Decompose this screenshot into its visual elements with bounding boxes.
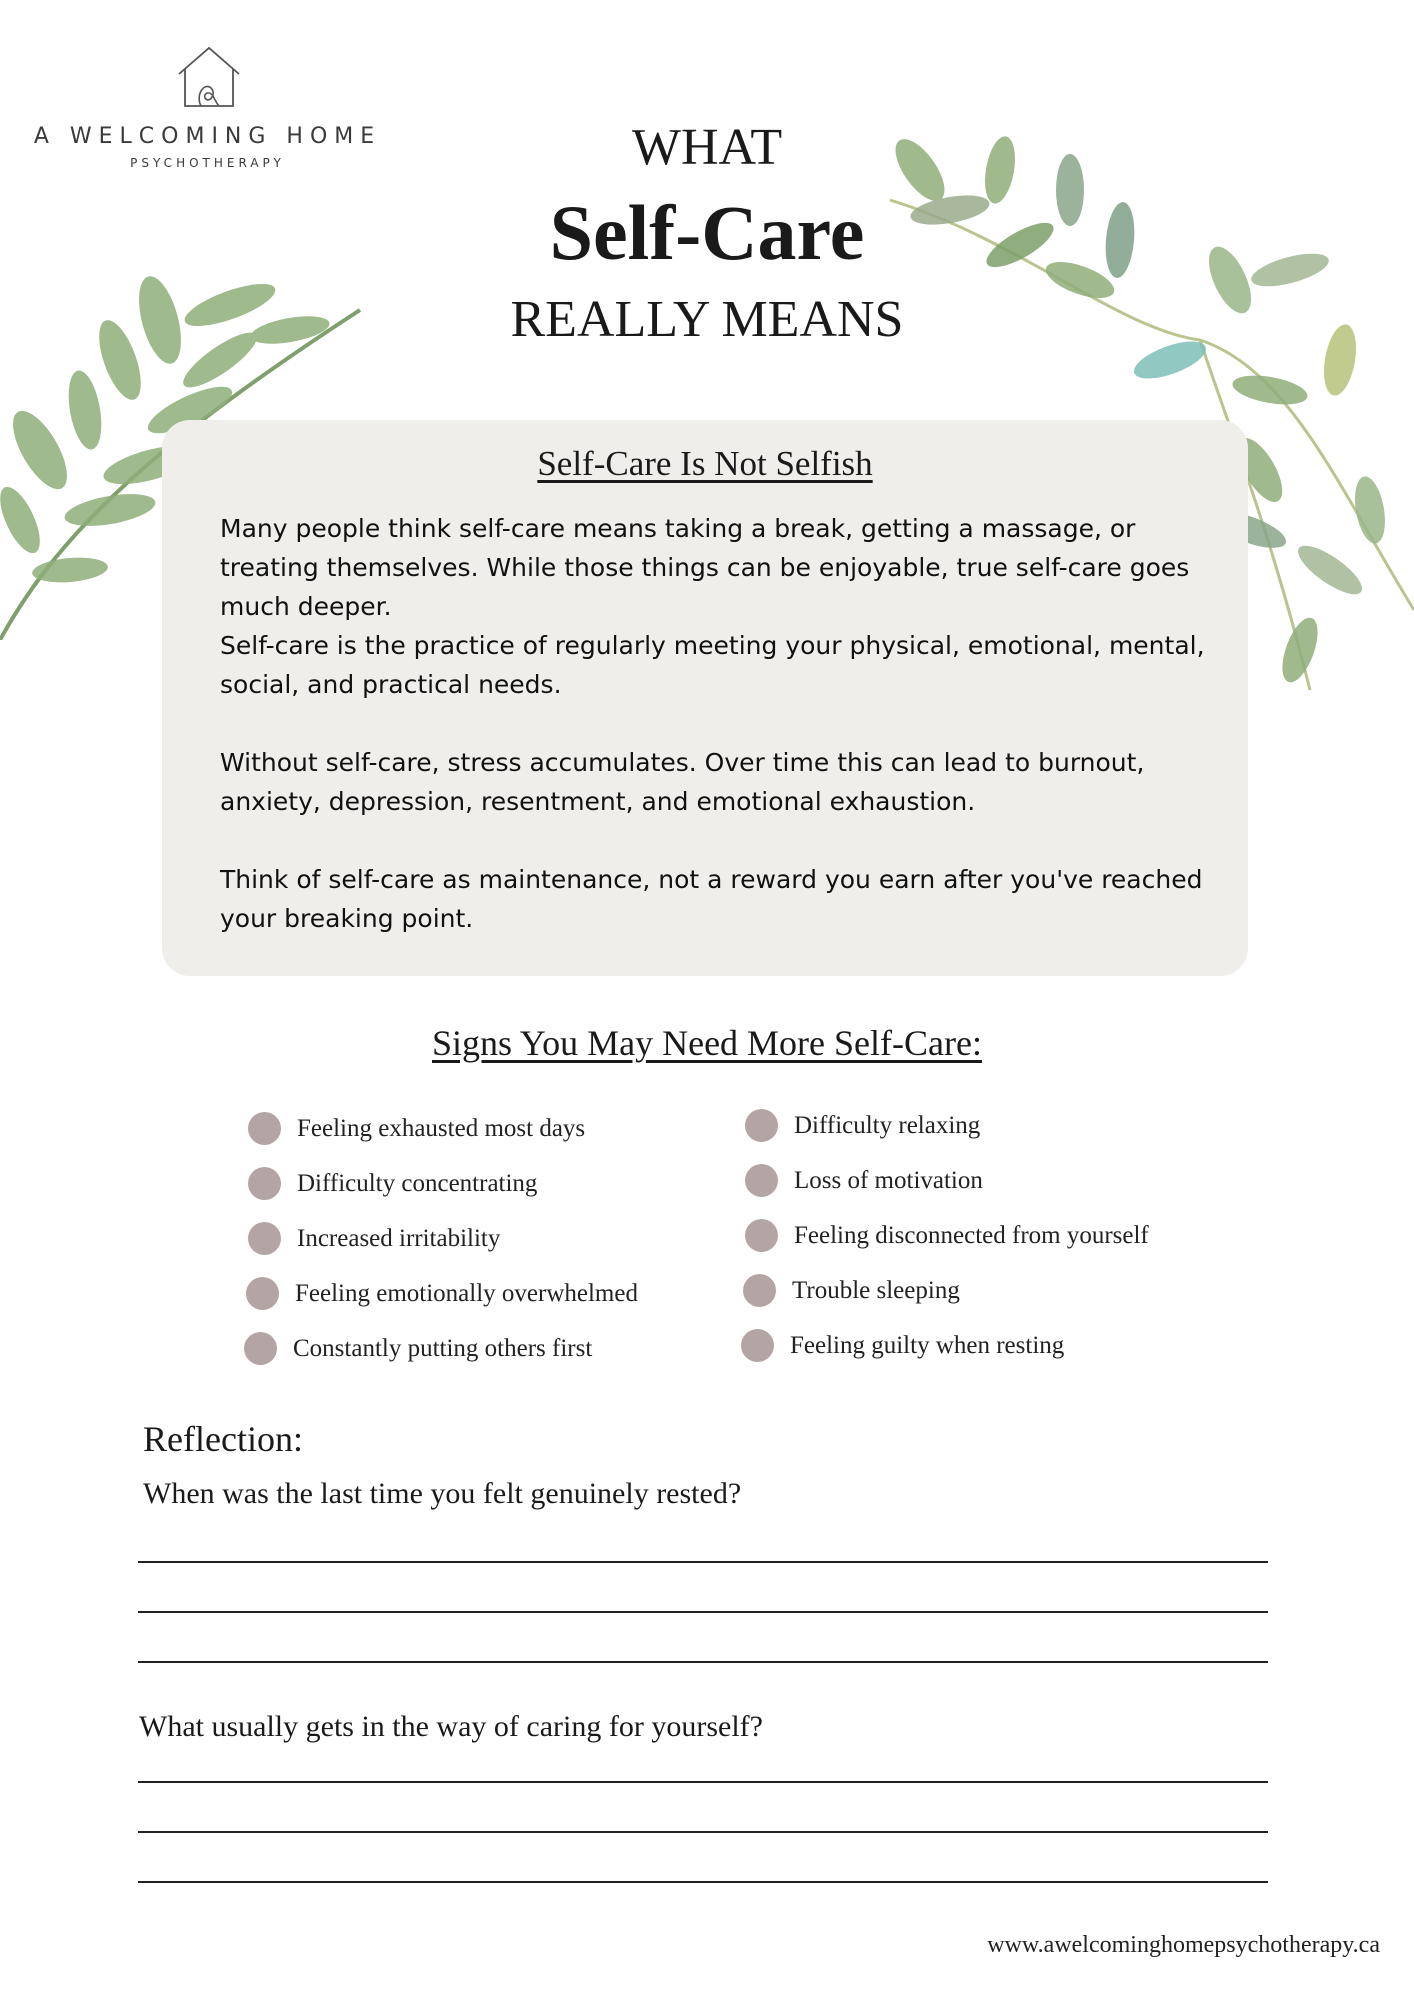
answer-line[interactable] xyxy=(138,1611,1268,1613)
bullet-dot xyxy=(246,1277,279,1310)
reflection-question-1: When was the last time you felt genuinely rested? xyxy=(143,1477,742,1510)
bullet-dot xyxy=(743,1274,776,1307)
title-really-means: REALLY MEANS xyxy=(510,291,904,348)
answer-line[interactable] xyxy=(138,1561,1268,1563)
reflection-question-2: What usually gets in the way of caring for yourself? xyxy=(139,1710,763,1743)
bullet-dot xyxy=(745,1219,778,1252)
intro-paragraph-3: Without self-care, stress accumulates. Over time this can lead to burnout, anxiety, depression, resentment, and emotional exhaustion. xyxy=(220,748,1145,816)
answer-line[interactable] xyxy=(138,1661,1268,1663)
sign-item: Loss of motivation xyxy=(745,1164,983,1197)
bullet-dot xyxy=(745,1164,778,1197)
bullet-dot xyxy=(248,1167,281,1200)
reflection-title: Reflection: xyxy=(143,1419,303,1459)
sign-item: Feeling exhausted most days xyxy=(248,1112,585,1145)
answer-line[interactable] xyxy=(138,1781,1268,1783)
sign-item: Feeling disconnected from yourself xyxy=(745,1219,1149,1252)
sign-item: Feeling guilty when resting xyxy=(741,1329,1064,1362)
bullet-dot xyxy=(248,1222,281,1255)
sign-item: Constantly putting others first xyxy=(244,1332,592,1365)
intro-paragraph-1: Many people think self-care means taking a break, getting a massage, or treating themselves. While those things can be enjoyable, true self-care goes much deeper. xyxy=(220,514,1190,621)
website-url[interactable]: www.awelcominghomepsychotherapy.ca xyxy=(987,1932,1380,1958)
logo-subtitle: PSYCHOTHERAPY xyxy=(130,156,285,170)
bullet-dot xyxy=(745,1109,778,1142)
bullet-dot xyxy=(741,1329,774,1362)
answer-line[interactable] xyxy=(138,1881,1268,1883)
sign-item: Trouble sleeping xyxy=(743,1274,960,1307)
title-what: WHAT xyxy=(631,119,783,176)
signs-heading: Signs You May Need More Self-Care: xyxy=(432,1023,982,1063)
bullet-dot xyxy=(244,1332,277,1365)
page-title: Self-Care xyxy=(549,189,865,276)
sign-item: Increased irritability xyxy=(248,1222,500,1255)
sign-item: Difficulty relaxing xyxy=(745,1109,980,1142)
logo-name: A WELCOMING HOME xyxy=(33,124,382,149)
intro-paragraph-4: Think of self-care as maintenance, not a reward you earn after you've reached your breaking point. xyxy=(220,865,1203,933)
bullet-dot xyxy=(248,1112,281,1145)
house-icon xyxy=(175,44,243,110)
sign-item: Feeling emotionally overwhelmed xyxy=(246,1277,638,1310)
info-box-heading: Self-Care Is Not Selfish xyxy=(537,444,873,483)
sign-item: Difficulty concentrating xyxy=(248,1167,537,1200)
answer-line[interactable] xyxy=(138,1831,1268,1833)
intro-paragraph-2: Self-care is the practice of regularly meeting your physical, emotional, mental, social, and practical needs. xyxy=(220,631,1205,699)
